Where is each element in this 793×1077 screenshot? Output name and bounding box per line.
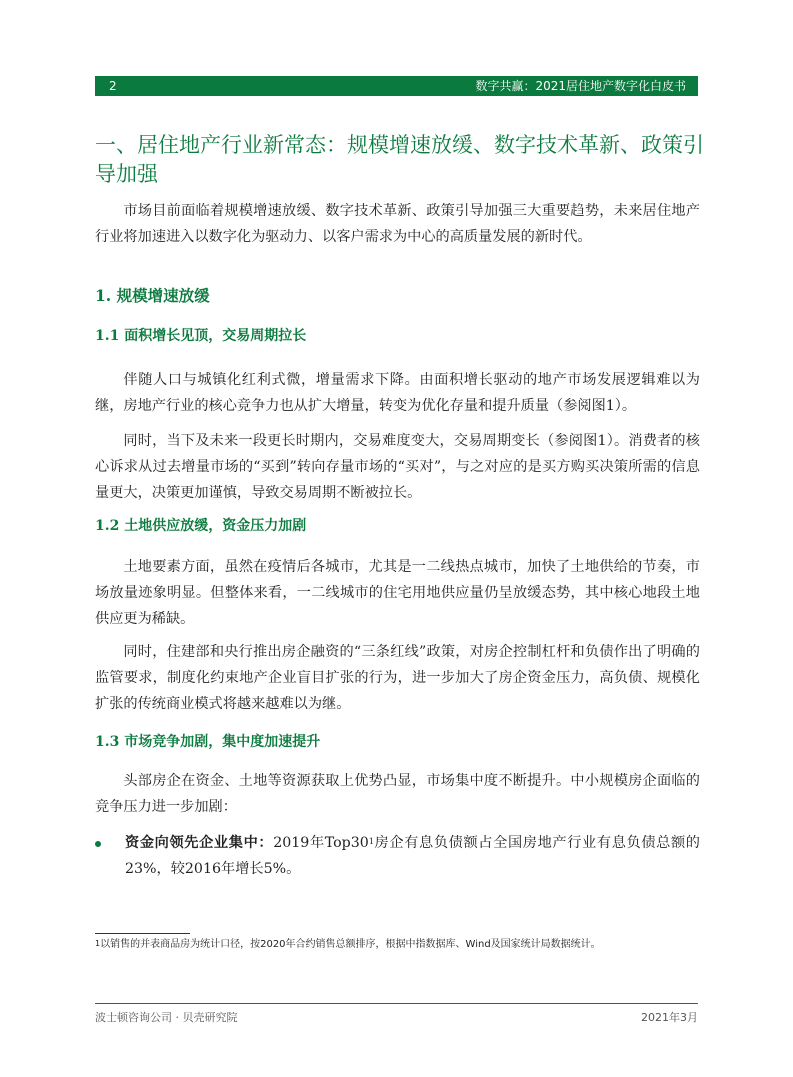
footnote-marker: 1: [95, 939, 101, 948]
section-title: 一、居住地产行业新常态：规模增速放缓、数字技术革新、政策引导加强: [95, 133, 704, 186]
bullet-lead: 资金向领先企业集中：: [125, 835, 274, 851]
heading-1-3: 1.3 市场竞争加剧，集中度加速提升: [95, 734, 321, 750]
bullet-item: [95, 830, 700, 882]
bullet-text-a: 2019年Top30: [273, 835, 369, 851]
subsection-title: 1. 规模增速放缓: [95, 286, 210, 305]
page-number: 2: [109, 79, 117, 93]
heading-1-1: 1.1 面积增长见顶，交易周期拉长: [95, 328, 307, 344]
footnote-ref: 1: [368, 837, 374, 846]
footnote-text: 以销售的并表商品房为统计口径，按2020年合约销售总额排序，根据中指数据库、Wind及国家统计局数据统计。: [100, 939, 601, 950]
paragraph-1-2-b: 同时，住建部和央行推出房企融资的“三条红线”政策，对房企控制杠杆和负债作出了明确的监管要求，制度化约束地产企业盲目扩张的行为，进一步加大了房企资金压力，高负债、规模化扩张的传统商业模式将越来越难以为继。: [95, 644, 700, 712]
bullet-text-b: 房企有息负债额占全国房地产行业有息负债总额的23%，较2016年增长5%。: [125, 835, 700, 877]
paragraph-1-2-a: 土地要素方面，虽然在疫情后各城市，尤其是一二线热点城市，加快了土地供给的节奏，市场放量迹象明显。但整体来看，一二线城市的住宅用地供应量仍呈放缓态势，其中核心地段土地供应更为稀缺。: [95, 559, 700, 627]
footer-divider: [95, 1003, 698, 1004]
footer-publisher: 波士顿咨询公司 · 贝壳研究院: [95, 1011, 238, 1024]
paragraph-1-3-a: 头部房企在资金、土地等资源获取上优势凸显，市场集中度不断提升。中小规模房企面临的竞争压力进一步加剧：: [95, 773, 700, 815]
footer-date: 2021年3月: [641, 1011, 698, 1024]
footnote: [95, 938, 705, 952]
paragraph-1-1-a: 伴随人口与城镇化红利式微，增量需求下降。由面积增长驱动的地产市场发展逻辑难以为继，房地产行业的核心竞争力也从扩大增量，转变为优化存量和提升质量（参阅图1）。: [95, 372, 700, 414]
document-title: 数字共赢：2021居住地产数字化白皮书: [475, 79, 686, 93]
page-header-bar: [95, 76, 698, 96]
paragraph-1-1-b: 同时，当下及未来一段更长时期内，交易难度变大，交易周期变长（参阅图1）。消费者的核心诉求从过去增量市场的“买到”转向存量市场的“买对”，与之对应的是买方购买决策所需的信息量更大，决策更加谨慎，导致交易周期不断被拉长。: [95, 433, 700, 501]
bullet-dot-icon: [95, 841, 101, 847]
footnote-divider: [95, 933, 190, 934]
intro-paragraph: 市场目前面临着规模增速放缓、数字技术革新、政策引导加强三大重要趋势，未来居住地产行业将加速进入以数字化为驱动力、以客户需求为中心的高质量发展的新时代。: [95, 203, 700, 245]
heading-1-2: 1.2 土地供应放缓，资金压力加剧: [95, 518, 307, 534]
bullet-text: [125, 830, 700, 882]
